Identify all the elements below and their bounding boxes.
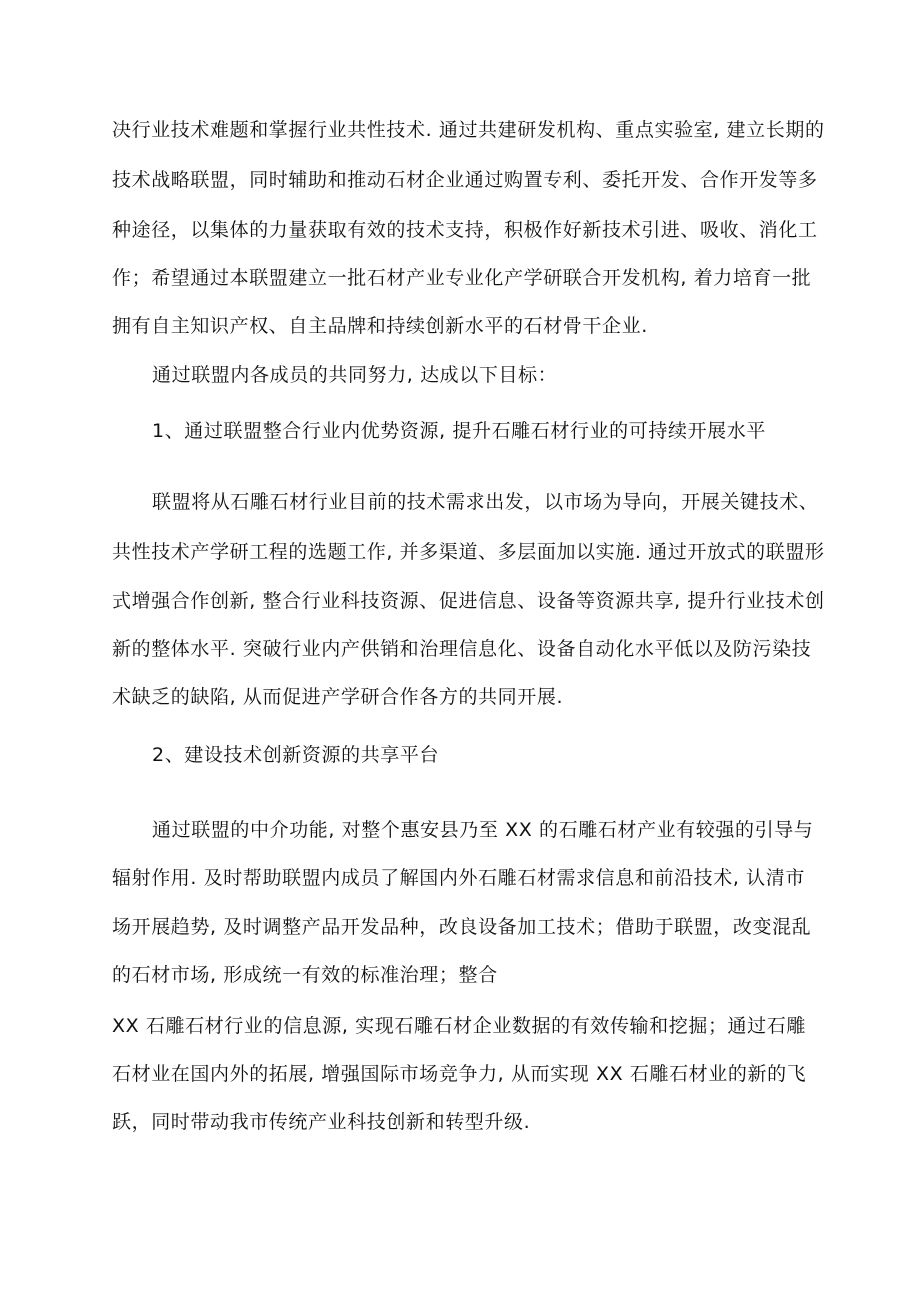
paragraph-2-line-5: 术缺乏的缺陷, 从而促进产学研合作各方的共同开展. bbox=[112, 686, 564, 708]
paragraph-2-line-3: 式增强合作创新, 整合行业科技资源、促进信息、设备等资源共享, 提升行业技术创 bbox=[112, 590, 825, 612]
paragraph-1-line-1: 决行业技术难题和掌握行业共性技术. 通过共建研发机构、重点实验室, 建立长期的 bbox=[112, 119, 825, 141]
paragraph-1-line-5: 拥有自主知识产权、自主品牌和持续创新水平的石材骨干企业. bbox=[112, 315, 648, 337]
paragraph-2-line-4: 新的整体水平. 突破行业内产供销和治理信息化、设备自动化水平低以及防污染技 bbox=[112, 638, 812, 660]
intro-sentence: 通过联盟内各成员的共同努力, 达成以下目标： bbox=[152, 364, 558, 386]
paragraph-1-line-4: 作；希望通过本联盟建立一批石材产业专业化产学研联合开发机构, 着力培育一批 bbox=[112, 267, 812, 289]
paragraph-2-line-2: 共性技术产学研工程的选题工作, 并多渠道、多层面加以实施. 通过开放式的联盟形 bbox=[112, 541, 825, 563]
paragraph-3-line-4: 的石材市场, 形成统一有效的标准治理；整合 bbox=[112, 964, 498, 986]
paragraph-2-line-1: 联盟将从石雕石材行业目前的技术需求出发，以市场为导向，开展关键技术、 bbox=[152, 491, 819, 513]
paragraph-1-line-2: 技术战略联盟，同时辅助和推动石材企业通过购置专利、委托开发、合作开发等多 bbox=[112, 169, 818, 191]
paragraph-3-line-5: XX 石雕石材行业的信息源, 实现石雕石材企业数据的有效传输和挖掘；通过石雕 bbox=[112, 1015, 806, 1037]
paragraph-3-line-2: 辐射作用. 及时帮助联盟内成员了解国内外石雕石材需求信息和前沿技术, 认清市 bbox=[112, 867, 805, 889]
paragraph-3-line-6: 石材业在国内外的拓展, 增强国际市场竞争力, 从而实现 XX 石雕石材业的新的飞 bbox=[112, 1063, 807, 1085]
paragraph-3-line-3: 场开展趋势, 及时调整产品开发品种，改良设备加工技术；借助于联盟，改变混乱 bbox=[112, 916, 812, 938]
paragraph-3-line-1: 通过联盟的中介功能, 对整个惠安县乃至 XX 的石雕石材产业有较强的引导与 bbox=[152, 819, 814, 841]
paragraph-3-line-7: 跃，同时带动我市传统产业科技创新和转型升级. bbox=[112, 1111, 531, 1133]
heading-goal-1: 1、通过联盟整合行业内优势资源, 提升石雕石材行业的可持续开展水平 bbox=[152, 420, 766, 442]
heading-goal-2: 2、建设技术创新资源的共享平台 bbox=[152, 744, 440, 766]
paragraph-1-line-3: 种途径，以集体的力量获取有效的技术支持，积极作好新技术引进、吸收、消化工 bbox=[112, 219, 818, 241]
